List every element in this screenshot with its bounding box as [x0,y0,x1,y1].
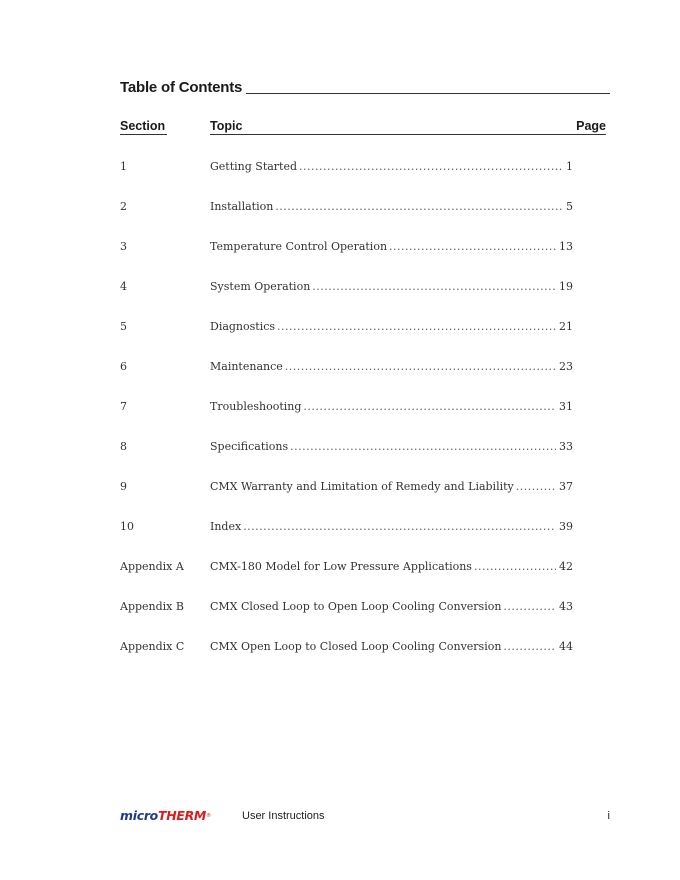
page-column-header: Page [576,119,606,133]
dot-leader [303,400,556,413]
toc-entry[interactable] [120,360,585,400]
dot-leader [474,560,556,573]
toc-topic-link[interactable]: CMX Warranty and Limitation of Remedy and Liability [210,480,514,493]
toc-section-number: 7 [120,400,127,413]
dot-leader [389,240,556,253]
toc-topic-link[interactable]: Diagnostics [210,320,276,333]
dot-leader [503,600,556,613]
toc-entry[interactable] [120,320,585,360]
toc-header-row [120,119,606,135]
toc-topic-link[interactable]: CMX-180 Model for Low Pressure Applications [210,560,472,573]
toc-list [120,160,585,680]
page-title: Table of Contents [120,79,243,96]
dot-leader [243,520,556,533]
toc-topic-link[interactable]: Maintenance [210,360,283,373]
toc-page-number: 21 [559,320,573,333]
dot-leader [516,480,556,493]
toc-topic-link[interactable]: CMX Closed Loop to Open Loop Cooling Conversion [210,600,502,613]
toc-section-number: 10 [120,520,134,533]
toc-entry[interactable] [120,600,585,640]
toc-entry[interactable] [120,240,585,280]
dot-leader [299,160,563,173]
footer-page-number: i [607,810,610,822]
toc-page-number: 5 [566,200,573,213]
toc-section-number: 1 [120,160,127,173]
toc-topic-link[interactable]: Getting Started [210,160,298,173]
toc-section-number: 2 [120,200,127,213]
toc-topic-link[interactable]: Specifications [210,440,289,453]
toc-page-number: 33 [559,440,573,453]
dot-leader [285,360,556,373]
toc-page-number: 44 [559,640,573,653]
toc-entry[interactable] [120,160,585,200]
toc-entry[interactable] [120,400,585,440]
toc-page-number: 37 [559,480,573,493]
toc-page-number: 43 [559,600,573,613]
topic-column-header: Topic [210,119,606,135]
toc-topic-link[interactable]: Index [210,520,242,533]
toc-title-row [120,78,610,96]
toc-entry[interactable] [120,200,585,240]
toc-entry[interactable] [120,520,585,560]
toc-section-number: Appendix C [120,640,185,653]
toc-section-number: Appendix B [120,600,184,613]
dot-leader [312,280,556,293]
logo-therm-text: THERM [157,808,207,823]
dot-leader [503,640,556,653]
footer-doc-title: User Instructions [242,810,325,822]
toc-entry[interactable] [120,560,585,600]
toc-section-number: 5 [120,320,127,333]
toc-entry[interactable] [120,440,585,480]
toc-page-number: 31 [559,400,573,413]
toc-section-number: Appendix A [120,560,184,573]
toc-section-number: 6 [120,360,127,373]
dot-leader [277,320,556,333]
toc-page-number: 23 [559,360,573,373]
dot-leader [290,440,556,453]
toc-topic-link[interactable]: System Operation [210,280,311,293]
toc-page-number: 39 [559,520,573,533]
toc-topic-link[interactable]: CMX Open Loop to Closed Loop Cooling Conversion [210,640,502,653]
toc-section-number: 4 [120,280,127,293]
toc-page-number: 1 [566,160,573,173]
toc-entry[interactable] [120,280,585,320]
toc-topic-link[interactable]: Troubleshooting [210,400,302,413]
microtherm-logo [120,809,211,823]
toc-entry[interactable] [120,480,585,520]
section-column-header: Section [120,119,166,133]
toc-section-number: 9 [120,480,127,493]
toc-section-number: 3 [120,240,127,253]
toc-topic-link[interactable]: Temperature Control Operation [210,240,388,253]
toc-section-number: 8 [120,440,127,453]
toc-topic-link[interactable]: Installation [210,200,274,213]
toc-page-number: 13 [559,240,573,253]
title-rule [246,92,610,94]
registered-mark: ® [206,813,211,819]
toc-page-number: 19 [559,280,573,293]
dot-leader [275,200,563,213]
toc-page-number: 42 [559,560,573,573]
page-footer [120,808,610,826]
toc-entry[interactable] [120,640,585,680]
logo-micro-text: micro [120,808,158,823]
